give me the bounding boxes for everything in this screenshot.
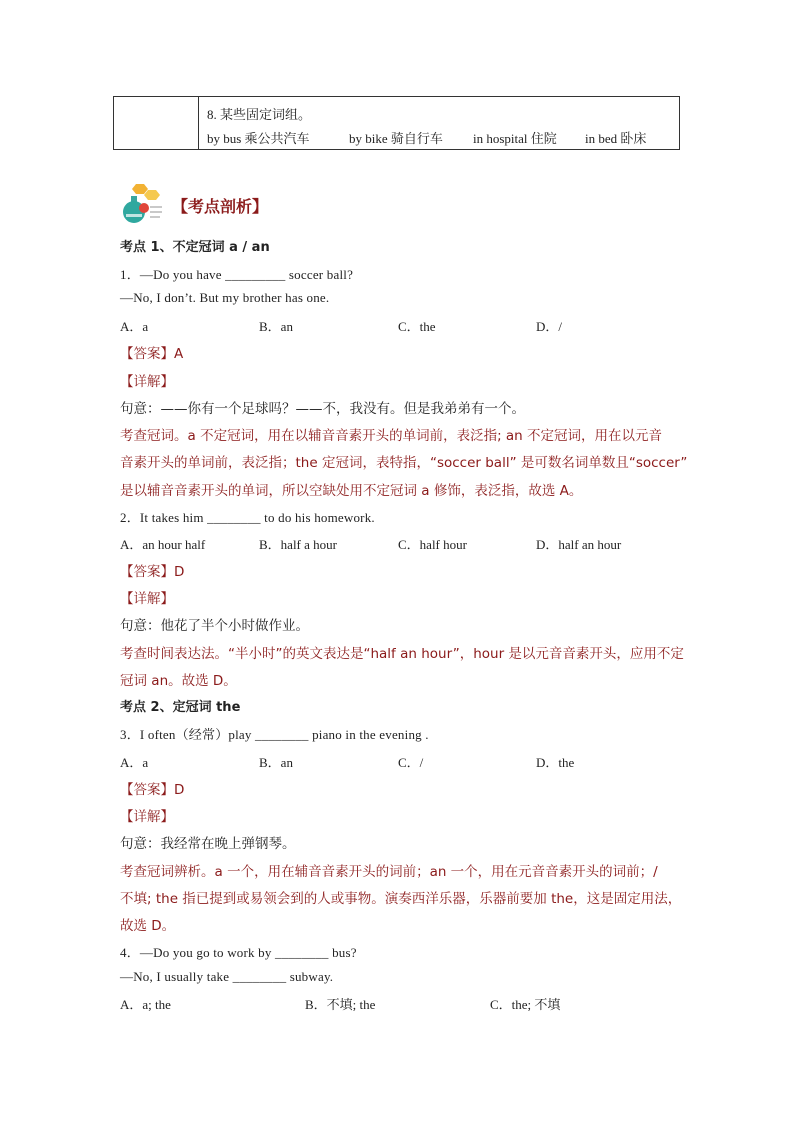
- q2-detail-label: 【详解】: [120, 591, 174, 607]
- q4-option-b: B．不填; the: [305, 997, 376, 1012]
- q1-option-b: B．an: [259, 319, 293, 334]
- q1-detail-label: 【详解】: [120, 374, 174, 390]
- q2-meaning: 句意：他花了半个小时做作业。: [120, 618, 309, 634]
- q3-answer: 【答案】D: [120, 782, 185, 798]
- q4-option-c: C．the; 不填: [490, 997, 561, 1012]
- q3-option-a: A．a: [120, 755, 149, 770]
- q3-meaning: 句意：我经常在晚上弹钢琴。: [120, 836, 296, 852]
- q1-option-a: A．a: [120, 319, 149, 334]
- phrase-list: [207, 127, 679, 151]
- q1-meaning: 句意：——你有一个足球吗？——不，我没有。但是我弟弟有一个。: [120, 401, 525, 417]
- phrase-item: by bike 骑自行车: [349, 131, 443, 146]
- q4-stem2: —No, I usually take ________ subway.: [120, 969, 334, 984]
- flask-icon: [122, 184, 166, 226]
- q2-option-b: B．half a hour: [259, 537, 337, 552]
- q2-answer: 【答案】D: [120, 564, 185, 580]
- q1-option-d: D．/: [536, 319, 563, 334]
- q4-option-a: A．a; the: [120, 997, 171, 1012]
- phrase-item: in hospital 住院: [473, 131, 557, 146]
- q1-stem2: —No, I don’t. But my brother has one.: [120, 290, 330, 305]
- q3-analysis-line: 故选 D。: [120, 918, 176, 934]
- section-title: 【考点剖析】: [172, 196, 269, 216]
- q2-stem: 2．It takes him ________ to do his homework.: [120, 510, 375, 525]
- q2-analysis-line: 考查时间表达法。“半小时”的英文表达是“half an hour”，hour 是以元音音素开头，应用不定: [120, 646, 684, 662]
- q3-option-c: C．/: [398, 755, 424, 770]
- q3-stem: 3．I often（经常）play ________ piano in the evening .: [120, 727, 429, 742]
- q3-analysis-line: 不填; the 指已提到或易领会到的人或事物。演奏西洋乐器，乐器前要加 the，这是固定用法，: [120, 891, 682, 907]
- q1-stem: 1．—Do you have _________ soccer ball?: [120, 267, 354, 282]
- q3-analysis-line: 考查冠词辨析。a 一个，用在辅音音素开头的词前；an 一个，用在元音音素开头的词前；/: [120, 864, 658, 880]
- q1-analysis-line: 考查冠词。a 不定冠词，用在以辅音音素开头的单词前，表泛指; an 不定冠词，用在以元音: [120, 428, 663, 444]
- q1-answer: 【答案】A: [120, 346, 184, 362]
- q2-option-d: D．half an hour: [536, 537, 622, 552]
- q2-option-c: C．half hour: [398, 537, 467, 552]
- table-cell-empty: [114, 97, 199, 149]
- q3-option-b: B．an: [259, 755, 293, 770]
- section-heading: [122, 184, 268, 226]
- table-heading: 8. 某些固定词组。: [207, 107, 312, 122]
- phrase-item: in bed 卧床: [585, 131, 647, 146]
- q1-analysis-line: 是以辅音音素开头的单词，所以空缺处用不定冠词 a 修饰，表泛指，故选 A。: [120, 483, 583, 499]
- grammar-table: [113, 96, 680, 150]
- q1-analysis-line: 音素开头的单词前，表泛指；the 定冠词，表特指，“soccer ball” 是可数名词单数且“soccer”: [120, 455, 688, 471]
- q3-detail-label: 【详解】: [120, 809, 174, 825]
- kp1-title: 考点 1、不定冠词 a / an: [120, 240, 270, 255]
- q4-stem: 4．—Do you go to work by ________ bus?: [120, 945, 357, 960]
- kp2-title: 考点 2、定冠词 the: [120, 700, 241, 715]
- q1-option-c: C．the: [398, 319, 436, 334]
- q2-analysis-line: 冠词 an。故选 D。: [120, 673, 237, 689]
- q3-option-d: D．the: [536, 755, 575, 770]
- phrase-item: by bus 乘公共汽车: [207, 131, 310, 146]
- table-cell-content: [199, 97, 679, 149]
- q2-option-a: A．an hour half: [120, 537, 206, 552]
